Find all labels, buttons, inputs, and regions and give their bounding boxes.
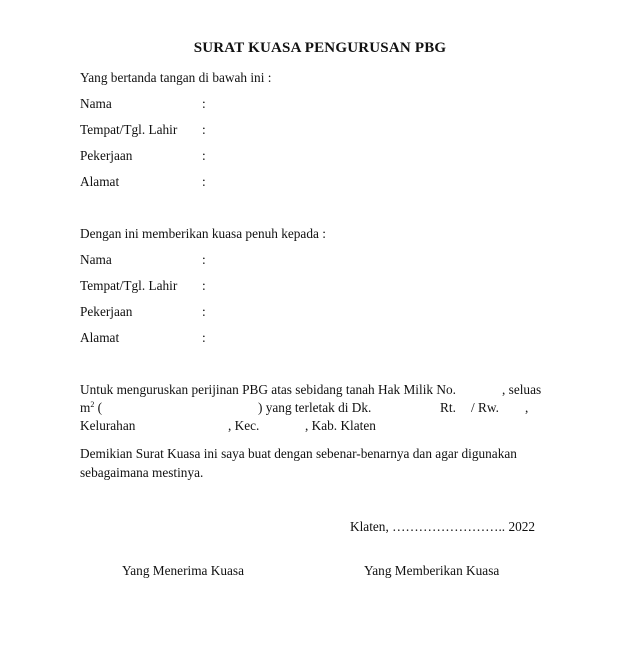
grantor-field-birth [80, 122, 206, 138]
field-colon: : [202, 148, 206, 163]
field-label: Pekerjaan [80, 304, 133, 319]
intro-line: Yang bertanda tangan di bawah ini : [80, 70, 272, 85]
closing-line-1: Demikian Surat Kuasa ini saya buat dengan sebenar-benarnya dan agar digunakan [80, 446, 517, 461]
field-colon: : [202, 252, 206, 267]
signature-giver-label: Yang Memberikan Kuasa [364, 563, 500, 578]
field-label: Pekerjaan [80, 148, 133, 163]
closing-line-2: sebagaimana mestinya. [80, 465, 204, 480]
grantor-field-name [80, 96, 206, 112]
purpose-kecamatan: , Kec. [228, 418, 260, 433]
paren-open: ( [94, 400, 103, 415]
field-label: Alamat [80, 174, 120, 189]
grantee-field-address [80, 330, 206, 346]
field-colon: : [202, 96, 206, 111]
grant-line: Dengan ini memberikan kuasa penuh kepada : [80, 226, 326, 241]
grantor-field-occupation [80, 148, 206, 164]
field-label: Alamat [80, 330, 120, 345]
field-colon: : [202, 304, 206, 319]
purpose-line1-start: Untuk menguruskan perijinan PBG atas sebidang tanah Hak Milik No. [80, 382, 456, 397]
place-date: Klaten, …………………….. 2022 [350, 519, 536, 534]
signature-receiver-label: Yang Menerima Kuasa [122, 563, 244, 578]
field-label: Nama [80, 252, 112, 267]
purpose-location: ) yang terletak di Dk. [258, 400, 372, 415]
purpose-area-unit [80, 400, 102, 416]
field-colon: : [202, 278, 206, 293]
purpose-kelurahan: Kelurahan [80, 418, 136, 433]
purpose-kabupaten: , Kab. Klaten [305, 418, 376, 433]
grantee-field-occupation [80, 304, 206, 320]
field-label: Tempat/Tgl. Lahir [80, 278, 178, 293]
purpose-comma: , [525, 400, 529, 415]
grantee-field-birth [80, 278, 206, 294]
purpose-line1-end: , seluas [502, 382, 542, 397]
field-colon: : [202, 330, 206, 345]
unit-superscript: 2 [90, 400, 95, 409]
purpose-rt: Rt. [440, 400, 456, 415]
field-colon: : [202, 174, 206, 189]
grantor-field-address [80, 174, 206, 190]
unit-m: m [80, 400, 91, 415]
field-colon: : [202, 122, 206, 137]
field-label: Nama [80, 96, 112, 111]
grantee-field-name [80, 252, 206, 268]
purpose-rw: / Rw. [471, 400, 499, 415]
field-label: Tempat/Tgl. Lahir [80, 122, 178, 137]
document-title: SURAT KUASA PENGURUSAN PBG [193, 40, 447, 56]
